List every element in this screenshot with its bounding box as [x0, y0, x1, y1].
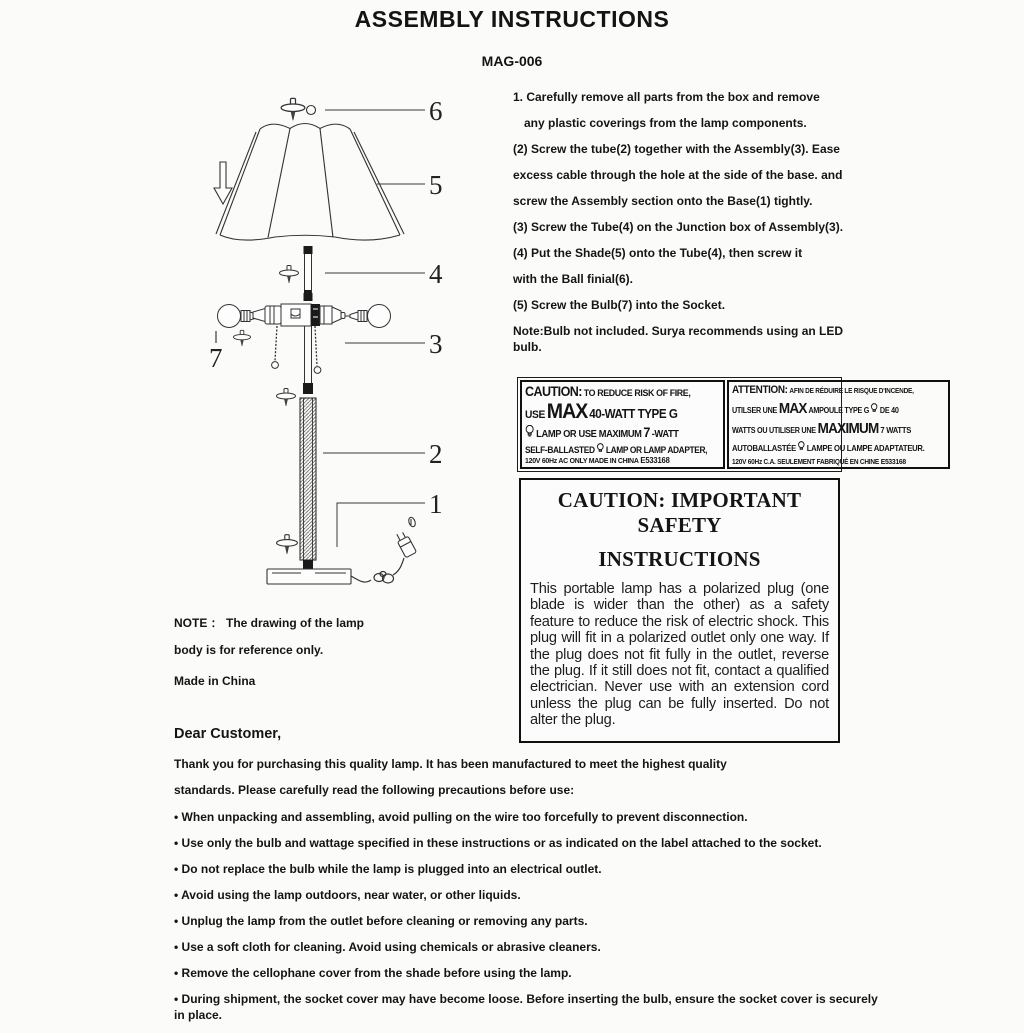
pull-chains: [272, 326, 321, 373]
note-line: body is for reference only.: [174, 643, 324, 657]
step-line: with the Ball finial(6).: [513, 272, 634, 286]
assembly-steps: [513, 84, 858, 355]
part-label-2: 2: [429, 439, 443, 469]
part-label-7: 7: [209, 343, 223, 373]
step-line: excess cable through the hole at the side of the base. and: [513, 168, 843, 182]
precaution-list: [174, 809, 886, 1023]
precaution-item: • Do not replace the bulb while the lamp is plugged into an electrical outlet.: [174, 862, 602, 876]
safety-title-line1: CAUTION: IMPORTANT SAFETY: [557, 488, 802, 537]
bulb-left: [218, 305, 241, 328]
precaution-item: • During shipment, the socket cover may have become loose. Before inserting the bulb, ensure the socket cover is securely in place.: [174, 992, 878, 1022]
page-title: ASSEMBLY INSTRUCTIONS: [354, 6, 670, 32]
finial-screw-icon: [281, 98, 315, 120]
tube-screw-icon: [280, 266, 299, 284]
step-line: (4) Put the Shade(5) onto the Tube(4), then screw it: [513, 246, 803, 260]
step-line: (3) Screw the Tube(4) on the Junction box of Assembly(3).: [513, 220, 844, 234]
lamp-shade: [216, 124, 404, 241]
bulb-icon: [525, 425, 534, 438]
lamp-base: [267, 569, 351, 584]
drawing-note: [174, 610, 434, 695]
precaution-item: • When unpacking and assembling, avoid pulling on the wire too forcefully to prevent disconnection.: [174, 810, 748, 824]
main-column: [277, 383, 317, 569]
wattage-caution-english: CAUTION: TO REDUCE RISK OF FIRE, USE MAX 40-WATT TYPE G LAMP OR USE MAXIMUM 7 -WATT SELF-BALLASTED LAMP OR LAMP ADAPTER, 120V 60Hz AC ONLY MADE IN CHINA E533168: [520, 380, 725, 469]
model-number: MAG-006: [481, 53, 543, 69]
part-label-6: 6: [429, 96, 443, 126]
bulb-note: Note:Bulb not included. Surya recommends using an LED bulb.: [513, 324, 844, 354]
bulb-icon: [597, 443, 604, 454]
precaution-item: • Avoid using the lamp outdoors, near water, or other liquids.: [174, 888, 521, 902]
precaution-item: • Unplug the lamp from the outlet before cleaning or removing any parts.: [174, 914, 588, 928]
made-in-china: Made in China: [174, 674, 256, 688]
safety-instructions-box: [519, 478, 840, 743]
precaution-item: • Use a soft cloth for cleaning. Avoid using chemicals or abrasive cleaners.: [174, 940, 601, 954]
customer-intro-line: standards. Please carefully read the following precautions before use:: [174, 783, 575, 797]
bulb-right: [368, 305, 391, 328]
ul-file-number: E533168: [880, 456, 906, 466]
precaution-item: • Use only the bulb and wattage specified in these instructions or as indicated on the label attached to the socket.: [174, 836, 822, 850]
lamp-exploded-diagram: [165, 85, 495, 605]
ul-file-number: E533168: [640, 455, 670, 465]
part-label-3: 3: [429, 329, 443, 359]
step-line: any plastic coverings from the lamp components.: [524, 116, 807, 130]
part-label-1: 1: [429, 489, 443, 519]
caution-word: CAUTION:: [525, 384, 582, 399]
power-plug-icon: [394, 516, 416, 557]
bulb-screw-icon: [233, 330, 250, 346]
wattage-caution-french: ATTENTION: AFIN DE RÉDUIRE LE RISQUE D'INCENDE, UTILSER UNE MAX AMPOULE TYPE G DE 40 WATTS OU UTILISER UNE MAXIMUM 7 WATTS AUTOBALLASTÉE LAMPE OU LAMPE ADAPTATEUR. 120V 60Hz C.A. SEULEMENT FABRIQUÉ EN CHINE E533168: [727, 380, 950, 469]
wattage-caution-label: [517, 377, 925, 472]
customer-heading: Dear Customer,: [174, 726, 282, 742]
customer-intro-line: Thank you for purchasing this quality lamp. It has been manufactured to meet the highest quality: [174, 757, 727, 771]
note-line: NOTE ： The drawing of the lamp: [174, 616, 365, 630]
arrow-down-icon: [214, 162, 232, 204]
power-cord: [351, 558, 404, 583]
attention-word: ATTENTION:: [731, 384, 788, 396]
customer-section: [174, 726, 886, 1033]
safety-title-line2: INSTRUCTIONS: [598, 547, 761, 571]
step-line: screw the Assembly section onto the Base(1) tightly.: [513, 194, 813, 208]
safety-body-text: This portable lamp has a polarized plug (one blade is wider than the other) as a safety feature to reduce the risk of electric shock. This plug will fit in a polarized outlet only one way. If the plug does not fit fully in the outlet, reverse the plug. If it still does not fit, contact a qualified electrician. Never use with an extension cord unless the plug can be fully inserted. Do not alter the plug.: [530, 581, 829, 729]
part-label-4: 4: [429, 259, 443, 289]
step-line: (2) Screw the tube(2) together with the Assembly(3). Ease: [513, 142, 840, 156]
precaution-item: • Remove the cellophane cover from the shade before using the lamp.: [174, 966, 572, 980]
step-line: 1. Carefully remove all parts from the box and remove: [513, 90, 820, 104]
bulb-icon: [871, 403, 878, 414]
bulb-icon: [798, 441, 805, 452]
step-line: (5) Screw the Bulb(7) into the Socket.: [513, 298, 726, 312]
part-label-5: 5: [429, 170, 443, 200]
